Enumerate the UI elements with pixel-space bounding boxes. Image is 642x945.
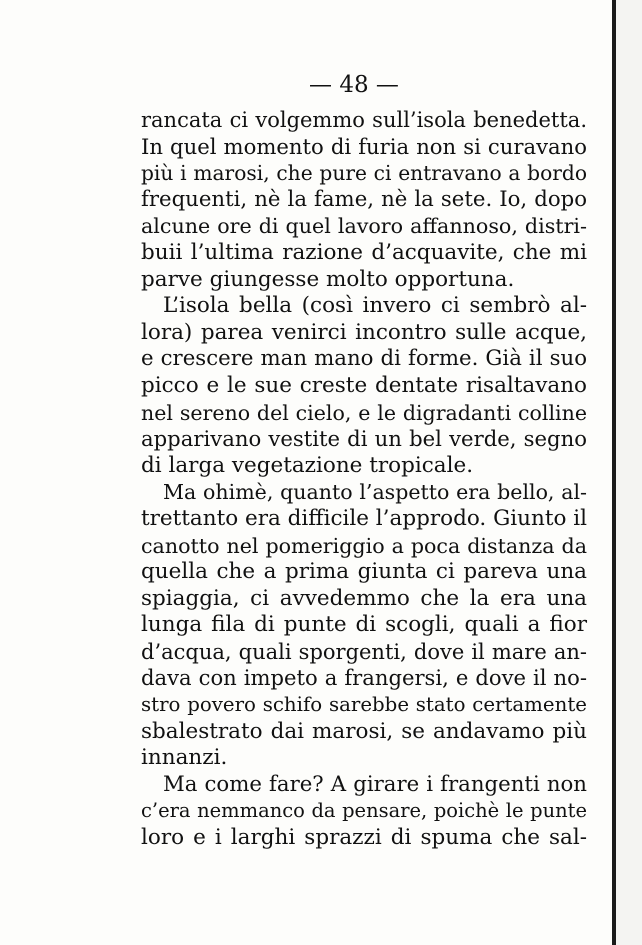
text-line: lunga fila di punte di scogli, quali a fior [141,612,587,638]
text-line: trettanto era difficile l’approdo. Giunto il [141,505,587,531]
text-line: Ma come fare? A girare i frangenti non [163,771,587,797]
text-line: buii l’ultima razione d’acquavite, che mi [141,239,587,265]
text-line: L’isola bella (così invero ci sembrò al- [163,293,587,319]
text-line: parve giungesse molto opportuna. [141,266,515,292]
text-line: quella che a prima giunta ci pareva una [141,559,587,585]
text-line: di larga vegetazione tropicale. [141,452,474,478]
text-line: spiaggia, ci avvedemmo che la era una [141,585,587,611]
text-line: rancata ci volgemmo sull’isola benedetta. [141,108,587,132]
text-line: più i marosi, che pure ci entravano a bordo [141,161,587,186]
text-line: picco e le sue creste dentate risaltavano [141,372,587,398]
text-line: apparivano vestite di un bel verde, segno [141,426,587,452]
text-line: lora) parea venirci incontro sulle acque, [141,319,587,345]
page-right-margin [616,0,642,945]
text-line: e crescere man mano di forme. Già il suo [141,346,587,372]
text-line: dava con impeto a frangersi, e dove il no- [141,665,587,691]
text-line: innanzi. [141,745,228,771]
text-line: frequenti, nè la fame, nè la sete. Io, dopo [141,186,587,212]
page-number: — 48 — [309,72,399,98]
text-line: loro e i larghi sprazzi di spuma che sal- [141,825,587,851]
page-edge-shadow [612,0,616,945]
text-line: c’era nemmanco da pensare, poichè le punte [141,799,587,823]
text-line: Ma ohimè, quanto l’aspetto era bello, al- [163,480,587,505]
text-line: sbalestrato dai marosi, se andavamo più [141,718,587,744]
text-line: In quel momento di furia non si curavano [141,133,587,159]
text-line: nel sereno del cielo, e le digradanti colline [141,400,587,425]
text-line: stro povero schifo sarebbe stato certamente [141,693,587,717]
text-line: canotto nel pomeriggio a poca distanza da [141,533,587,558]
body-text [141,107,587,852]
text-line: alcune ore di quel lavoro affannoso, distri- [141,214,587,239]
text-line: d’acqua, quali sporgenti, dove il mare an- [141,638,587,664]
